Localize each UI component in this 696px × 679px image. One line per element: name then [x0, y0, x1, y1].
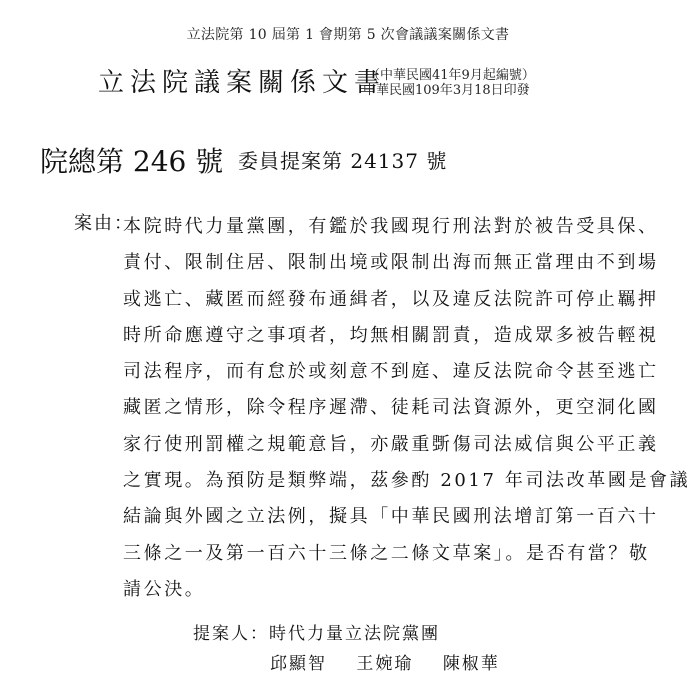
- cosigner-name: 陳椒華: [442, 654, 500, 674]
- case-line: 或逃亡、藏匿而經發布通緝者，以及違反法院許可停止羈押: [123, 288, 659, 310]
- case-line: 請公決。: [123, 578, 206, 600]
- case-line: 結論與外國之立法例，擬具「中華民國刑法增訂第一百六十: [123, 506, 659, 528]
- case-line: 之實現。為預防是類弊端，茲參酌 2017 年司法改革國是會議: [123, 470, 691, 492]
- case-line: 責付、限制住居、限制出境或限制出海而無正當理由不到場: [123, 252, 659, 274]
- proposer-label: 提案人：: [193, 624, 269, 644]
- numbering-note: （中華民國41年9月起編號）: [367, 68, 535, 83]
- proposer-name: 時代力量立法院黨團: [269, 624, 440, 644]
- case-line: 本院時代力量黨團，有鑑於我國現行刑法對於被告受具保、: [123, 216, 659, 237]
- case-line: 司法程序，而有怠於或刻意不到庭、違反法院命令甚至逃亡: [123, 361, 659, 383]
- print-date: 中華民國109年3月18日印發: [363, 83, 530, 98]
- cosigners: [270, 649, 522, 674]
- case-line: 時所命應遵守之事項者，均無相關罰責，造成眾多被告輕視: [123, 324, 659, 346]
- document-title: 立法院議案關係文書: [98, 68, 387, 98]
- member-proposal-number: 委員提案第 24137 號: [238, 149, 448, 173]
- cosigner-name: 邱顯智: [270, 654, 327, 674]
- issue-date-note: [363, 68, 535, 98]
- case-label: 案由：: [74, 213, 134, 234]
- proposer: [193, 619, 440, 644]
- case-line: 家行使刑罰權之規範意旨，亦嚴重斲傷司法威信與公平正義: [123, 433, 659, 455]
- cosigner-name: 王婉瑜: [356, 654, 414, 674]
- general-reference-number: 院總第 246 號: [40, 145, 224, 178]
- case-line: 三條之一及第一百六十三條之二條文草案」。是否有當？敬: [123, 542, 650, 564]
- session-header: 立法院第 10 屆第 1 會期第 5 次會議議案關係文書: [186, 27, 510, 43]
- case-body: [123, 209, 691, 608]
- case-line: 藏匿之情形，除令程序遲滯、徒耗司法資源外，更空洞化國: [123, 397, 659, 419]
